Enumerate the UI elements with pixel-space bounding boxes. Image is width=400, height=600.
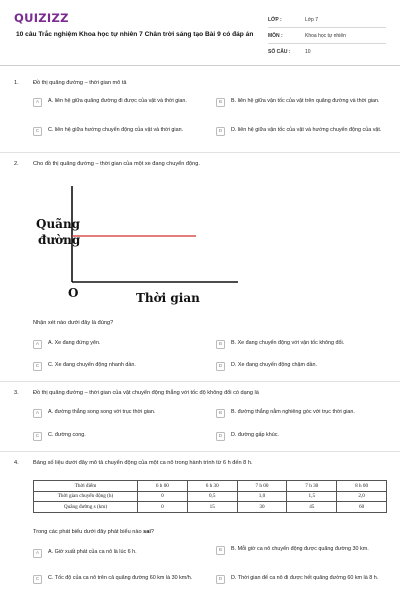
option-text: B. liên hệ giữa vận tốc của vật trên quãng đường và thời gian.	[231, 98, 380, 104]
data-table	[33, 480, 387, 513]
option-d[interactable]	[216, 127, 392, 136]
question-number: 2.	[14, 161, 19, 167]
table-row	[34, 481, 387, 492]
subtext-emphasis: sai	[143, 529, 151, 535]
table-cell: 30	[237, 502, 287, 513]
table-cell: Thời gian chuyển động (h)	[34, 491, 138, 502]
option-text: D. đường gấp khúc.	[231, 432, 279, 438]
option-badge: D	[216, 432, 225, 441]
question-subtext: Nhận xét nào dưới đây là đúng?	[33, 320, 114, 326]
table-cell: 2,0	[337, 491, 387, 502]
option-c[interactable]	[33, 362, 203, 371]
option-badge: B	[216, 409, 225, 418]
question-divider	[0, 381, 400, 382]
option-text: D. liên hệ giữa vận tốc của vật và hướng chuyển động của vật.	[231, 127, 382, 133]
table-cell: 6 h 30	[187, 481, 237, 492]
graph-svg	[28, 186, 248, 306]
option-b[interactable]	[216, 546, 392, 555]
option-c[interactable]	[33, 575, 203, 584]
table-cell: 1,0	[237, 491, 287, 502]
table-cell: 0,5	[187, 491, 237, 502]
table-cell: Quãng đường s (km)	[34, 502, 138, 513]
table-cell: 7 h 30	[287, 481, 337, 492]
subtext-pre: Trong các phát biểu dưới đây phát biểu nào	[33, 529, 144, 535]
question-divider	[0, 152, 400, 153]
option-text: C. Tốc độ của ca nô trên cả quãng đường 60 km là 30 km/h.	[48, 575, 193, 581]
question-text: Đồ thị quãng đường – thời gian mô tả	[33, 80, 127, 86]
option-c[interactable]	[33, 432, 203, 441]
meta-label: MÔN :	[268, 32, 283, 39]
meta-row-count	[268, 44, 386, 60]
option-text: A. Xe đang đứng yên.	[48, 340, 101, 346]
page-header	[0, 0, 400, 66]
option-a[interactable]	[33, 549, 203, 558]
meta-row-class	[268, 12, 386, 28]
option-a[interactable]	[33, 98, 203, 107]
origin-label: O	[68, 286, 79, 300]
option-b[interactable]	[216, 98, 392, 107]
option-badge: C	[33, 127, 42, 136]
option-badge: B	[216, 340, 225, 349]
table-row	[34, 491, 387, 502]
meta-value: Lớp 7	[305, 16, 319, 23]
option-badge: A	[33, 98, 42, 107]
question-text: Bảng số liệu dưới đây mô tả chuyển động của một ca nô trong hành trình từ 6 h đến 8 h.	[33, 460, 253, 466]
meta-label: SỐ CÂU :	[268, 49, 291, 55]
question-number: 1.	[14, 80, 19, 86]
table-cell: 15	[187, 502, 237, 513]
question-divider	[0, 451, 400, 452]
option-d[interactable]	[216, 432, 392, 441]
table-cell: 0	[138, 502, 188, 513]
y-axis-label-line2: đường	[38, 233, 81, 247]
option-badge: A	[33, 409, 42, 418]
question-subtext	[33, 529, 154, 535]
option-text: C. liên hệ giữa hướng chuyển động của vật và thời gian.	[48, 127, 184, 133]
option-a[interactable]	[33, 340, 203, 349]
question-text: Đồ thị quãng đường – thời gian của vật chuyển động thẳng với tốc độ không đổi có dạng là	[33, 390, 259, 396]
y-axis-label-line1: Quãng	[36, 217, 81, 231]
meta-row-subject	[268, 28, 386, 44]
table-cell: 6 h 00	[138, 481, 188, 492]
option-badge: B	[216, 546, 225, 555]
option-badge: D	[216, 362, 225, 371]
header-divider	[0, 65, 400, 66]
x-axis-label: Thời gian	[136, 291, 200, 305]
document-title: 10 câu Trắc nghiệm Khoa học tự nhiên 7 Chân trời sáng tạo Bài 9 có đáp án	[16, 31, 254, 38]
option-badge: C	[33, 362, 42, 371]
question-text: Cho đồ thị quãng đường – thời gian của một xe đang chuyển động.	[33, 161, 200, 167]
option-badge: C	[33, 575, 42, 584]
table-cell: 60	[337, 502, 387, 513]
option-b[interactable]	[216, 340, 392, 349]
option-text: C. đường cong.	[48, 432, 86, 438]
option-text: C. Xe đang chuyển động nhanh dần.	[48, 362, 136, 368]
table-cell: 1,5	[287, 491, 337, 502]
option-text: A. Giờ xuất phát của ca nô là lúc 6 h.	[48, 549, 137, 555]
option-text: D. Xe đang chuyển động chậm dần.	[231, 362, 318, 368]
option-badge: D	[216, 127, 225, 136]
option-badge: D	[216, 575, 225, 584]
option-badge: C	[33, 432, 42, 441]
option-text: A. liên hệ giữa quãng đường đi được của vật và thời gian.	[48, 98, 187, 104]
table-cell: 7 h 00	[237, 481, 287, 492]
option-b[interactable]	[216, 409, 392, 418]
table-cell: 45	[287, 502, 337, 513]
option-text: A. đường thẳng song song với trục thời gian.	[48, 409, 156, 415]
meta-value: Khoa học tự nhiên	[305, 32, 346, 39]
option-badge: B	[216, 98, 225, 107]
distance-time-graph	[28, 186, 248, 306]
option-badge: A	[33, 340, 42, 349]
option-text: B. đường thẳng nằm nghiêng góc với trục thời gian.	[231, 409, 355, 415]
meta-value: 10	[305, 49, 311, 55]
question-number: 3.	[14, 390, 19, 396]
subtext-post: ?	[150, 529, 155, 535]
meta-label: LỚP :	[268, 16, 282, 23]
option-badge: A	[33, 549, 42, 558]
table-cell: 0	[138, 491, 188, 502]
table-row	[34, 502, 387, 513]
table-cell: 8 h 00	[337, 481, 387, 492]
option-d[interactable]	[216, 362, 392, 371]
option-text: B. Mỗi giờ ca nô chuyển động được quãng đường 30 km.	[231, 546, 369, 552]
question-number: 4.	[14, 460, 19, 466]
option-d[interactable]	[216, 575, 392, 584]
meta-table	[268, 12, 386, 60]
option-c[interactable]	[33, 127, 203, 136]
option-text: D. Thời gian để ca nô đi được hết quãng đường 60 km là 8 h.	[231, 575, 379, 581]
option-a[interactable]	[33, 409, 203, 418]
table-cell: Thời điểm	[34, 481, 138, 492]
option-text: B. Xe đang chuyển động với vận tốc không đổi.	[231, 340, 345, 346]
quizizz-logo: QUIZIZZ	[14, 11, 69, 25]
